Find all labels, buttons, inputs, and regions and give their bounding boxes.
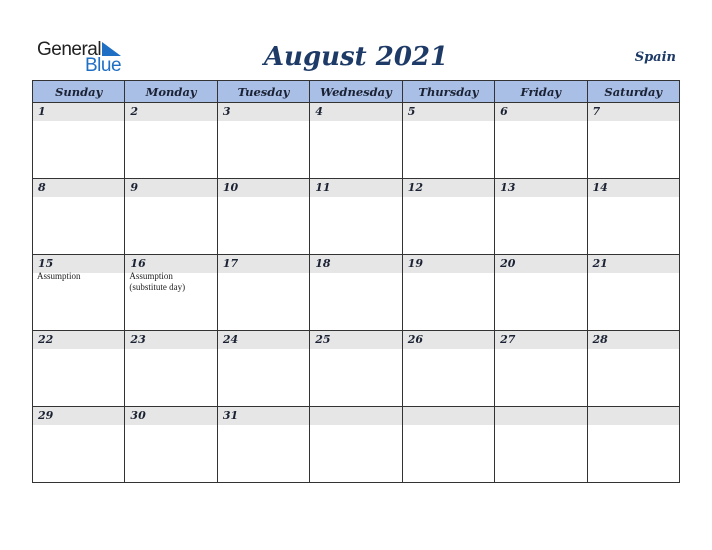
day-number-bar: [218, 331, 309, 349]
day-cell: [33, 179, 125, 255]
day-number-bar: [495, 255, 586, 273]
day-number: 10: [222, 181, 239, 194]
weekday-friday: Friday: [495, 81, 587, 103]
day-number: 9: [130, 181, 139, 194]
day-cell: [217, 331, 309, 407]
day-number: 24: [222, 333, 239, 346]
day-cell: [125, 255, 217, 331]
week-row: [33, 331, 680, 407]
day-number-bar: [218, 255, 309, 273]
day-cell: [402, 407, 494, 483]
day-cell: [33, 331, 125, 407]
day-number-bar: [588, 103, 679, 121]
day-number-bar: [588, 179, 679, 197]
day-number: 19: [407, 257, 423, 270]
day-cell: [125, 179, 217, 255]
day-number-bar: [125, 407, 216, 425]
day-number: 17: [222, 257, 239, 270]
day-number-bar: [310, 179, 401, 197]
day-number: 8: [38, 181, 46, 194]
week-row: [33, 179, 680, 255]
day-number-bar: [218, 103, 309, 121]
day-number-bar: [495, 179, 586, 197]
day-number: 3: [222, 105, 231, 118]
day-number-bar: [218, 407, 309, 425]
day-number: 5: [407, 105, 416, 118]
day-number-bar: [495, 331, 586, 349]
day-number-bar: [125, 331, 216, 349]
day-number-bar: [33, 103, 124, 121]
day-number: 22: [38, 333, 54, 346]
day-cell: [402, 103, 494, 179]
day-cell: [587, 255, 679, 331]
day-number: 2: [130, 105, 139, 118]
day-number-bar: [403, 179, 494, 197]
day-cell: [310, 255, 402, 331]
day-number-bar: [310, 103, 401, 121]
day-cell: [33, 407, 125, 483]
day-number-bar: [403, 331, 494, 349]
day-number-bar: [125, 179, 216, 197]
day-number-bar: [310, 407, 401, 425]
day-number: 14: [592, 181, 608, 194]
weekday-tuesday: Tuesday: [217, 81, 309, 103]
weekday-wednesday: Wednesday: [310, 81, 402, 103]
day-cell: [495, 331, 587, 407]
day-number: 7: [592, 105, 601, 118]
day-cell: [125, 331, 217, 407]
day-cell: [217, 407, 309, 483]
holiday-label: Assumption: [37, 271, 81, 281]
day-number: 25: [315, 333, 331, 346]
day-number: 21: [592, 257, 608, 270]
day-cell: [217, 179, 309, 255]
month-calendar: [32, 80, 680, 483]
holiday-label: Assumption: [129, 271, 173, 281]
day-cell: [125, 407, 217, 483]
day-cell: [310, 407, 402, 483]
day-number: 18: [315, 257, 331, 270]
day-number-bar: [495, 407, 586, 425]
day-number: 4: [315, 105, 323, 118]
weekday-monday: Monday: [125, 81, 217, 103]
day-number: 12: [407, 181, 423, 194]
day-cell: [402, 331, 494, 407]
day-cell: [587, 179, 679, 255]
page-title: August 2021: [263, 42, 449, 72]
day-number-bar: [310, 255, 401, 273]
day-number: 13: [500, 181, 516, 194]
day-cell: [495, 103, 587, 179]
day-number: 30: [130, 409, 146, 422]
week-row: [33, 255, 680, 331]
logo-text-general: General: [37, 39, 102, 60]
day-number-bar: [588, 255, 679, 273]
logo-text-blue: Blue: [85, 55, 122, 76]
day-cell: [125, 103, 217, 179]
day-cell: [402, 179, 494, 255]
day-cell: [217, 103, 309, 179]
day-cell: [33, 103, 125, 179]
day-cell: [495, 255, 587, 331]
day-number: 1: [38, 105, 46, 118]
day-number-bar: [403, 255, 494, 273]
day-number-bar: [125, 103, 216, 121]
weekday-saturday: Saturday: [587, 81, 679, 103]
day-number: 16: [130, 257, 146, 270]
day-cell: [587, 103, 679, 179]
day-number: 29: [38, 409, 54, 422]
day-cell: [310, 103, 402, 179]
week-row: [33, 407, 680, 483]
day-cell: [217, 255, 309, 331]
week-row: [33, 103, 680, 179]
day-number-bar: [588, 407, 679, 425]
day-number-bar: [310, 331, 401, 349]
day-cell: [495, 179, 587, 255]
day-cell: [33, 255, 125, 331]
day-number: 11: [315, 181, 331, 194]
weekday-header-row: [33, 81, 680, 103]
day-number-bar: [218, 179, 309, 197]
day-number-bar: [33, 407, 124, 425]
holiday-label: (substitute day): [129, 282, 186, 292]
country-label: Spain: [634, 50, 676, 65]
day-number-bar: [403, 407, 494, 425]
day-number: 20: [500, 257, 516, 270]
day-number: 26: [407, 333, 423, 346]
day-number: 23: [130, 333, 146, 346]
day-number-bar: [588, 331, 679, 349]
day-number: 6: [500, 105, 508, 118]
weekday-sunday: Sunday: [33, 81, 125, 103]
day-cell: [587, 331, 679, 407]
day-cell: [587, 407, 679, 483]
day-cell: [310, 179, 402, 255]
weekday-thursday: Thursday: [402, 81, 494, 103]
day-cell: [310, 331, 402, 407]
calendar-body: [33, 103, 680, 483]
day-number: 15: [38, 257, 54, 270]
day-number-bar: [33, 331, 124, 349]
day-number: 27: [500, 333, 516, 346]
day-cell: [402, 255, 494, 331]
day-number-bar: [33, 179, 124, 197]
day-number: 28: [592, 333, 608, 346]
day-cell: [495, 407, 587, 483]
day-number-bar: [495, 103, 586, 121]
day-number: 31: [222, 409, 239, 422]
day-number-bar: [403, 103, 494, 121]
